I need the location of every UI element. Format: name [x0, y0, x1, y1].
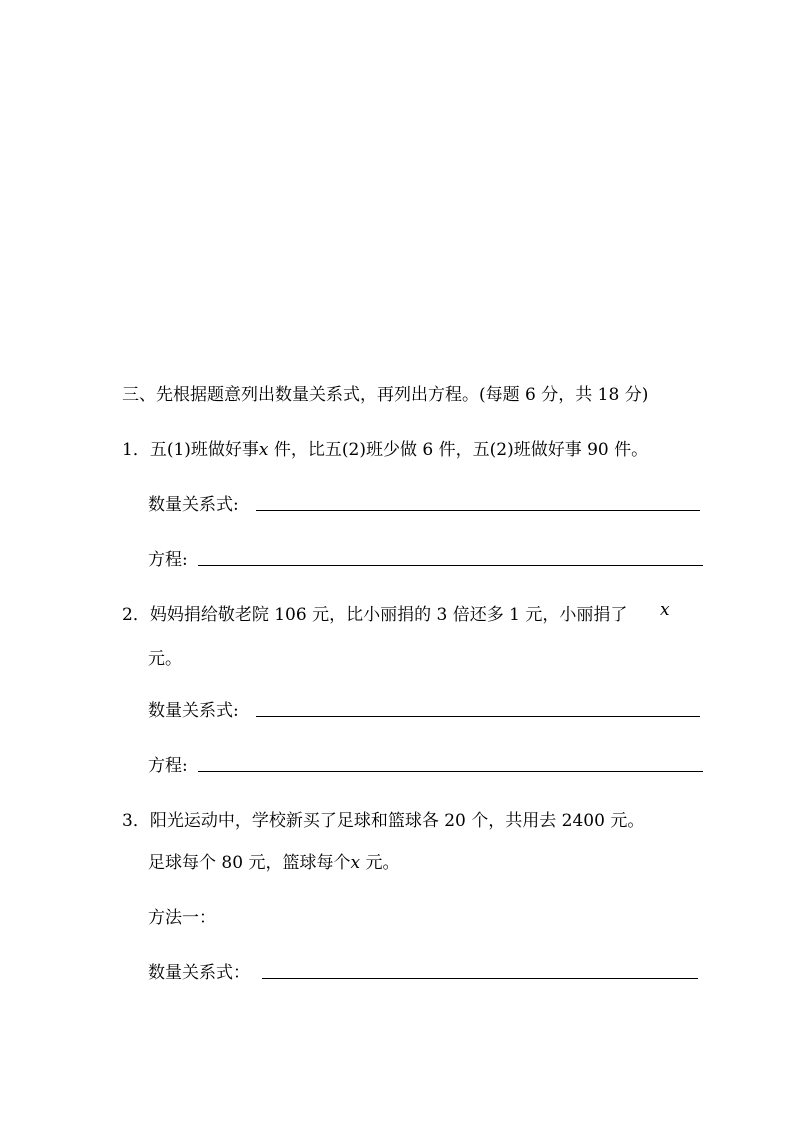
equation-answer-line[interactable]: [198, 771, 703, 772]
relation-label: 数量关系式：: [148, 963, 250, 983]
question-text-continued: 元。: [148, 649, 182, 669]
relation-label: 数量关系式:: [148, 495, 239, 515]
question-text: 五(1)班做好事: [149, 440, 259, 460]
relation-answer-line[interactable]: [256, 510, 700, 511]
question-2: [122, 600, 627, 625]
question-text-continued: [148, 848, 399, 873]
question-text: 元。: [360, 853, 400, 873]
variable-x: x: [258, 440, 269, 460]
relation-answer-line[interactable]: [262, 978, 698, 979]
variable-x: x: [350, 853, 361, 873]
relation-answer-line[interactable]: [256, 716, 700, 717]
question-1: [122, 435, 648, 460]
question-text: 阳光运动中，学校新买了足球和篮球各 20 个，共用去 2400 元。: [149, 811, 645, 831]
question-number: 1．: [122, 440, 150, 460]
variable-x: x: [660, 600, 670, 620]
equation-label: 方程:: [148, 756, 188, 776]
question-number: 3．: [122, 811, 150, 831]
question-text: 足球每个 80 元，篮球每个: [148, 853, 351, 873]
relation-label: 数量关系式:: [148, 701, 239, 721]
equation-answer-line[interactable]: [198, 565, 703, 566]
question-3: [122, 806, 644, 831]
question-text: 件，比五(2)班少做 6 件，五(2)班做好事 90 件。: [268, 440, 649, 460]
method-label: 方法一：: [148, 908, 216, 928]
section-heading: 三、先根据题意列出数量关系式，再列出方程。(每题 6 分，共 18 分): [122, 385, 649, 405]
equation-label: 方程:: [148, 550, 188, 570]
question-text: 妈妈捐给敬老院 106 元，比小丽捐的 3 倍还多 1 元，小丽捐了: [149, 605, 628, 625]
question-number: 2．: [122, 605, 150, 625]
